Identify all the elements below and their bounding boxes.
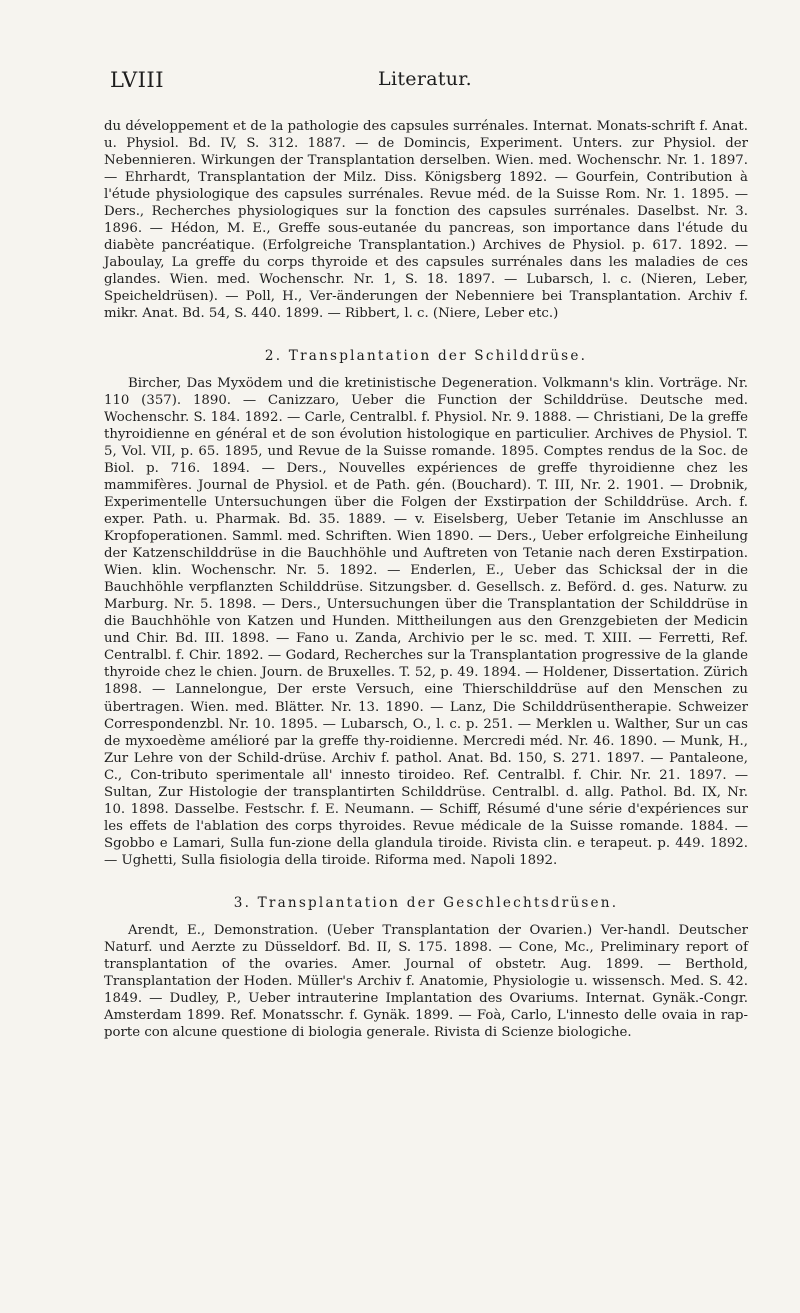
bibliography-text [104,118,748,1041]
section-title-thyroid: 2. Transplantation der Schilddrüse. [264,348,588,365]
intro-paragraph: du développement et de la pathologie des capsules surrénales. Internat. Monats-schrift f. Anat. u. Physiol. Bd. IV, S. 312. 1887. — de Domincis, Experiment. Unters. zur Physiol. der Nebennieren. Wirkungen der Transplantation derselben. Wien. med. Wochenschr. Nr. 1. 1897. — Ehrhardt, Transplantation der Milz. Diss. Königsberg 1892. — Gourfein, Contribution à l'étude physiologique des capsules surrénales. Revue méd. de la Suisse Rom. Nr. 1. 1895. — Ders., Recherches physiologiques sur la fonction des capsules surrénales. Daselbst. Nr. 3. 1896. — Hédon, M. E., Greffe sous-eutanée du pancreas, son importance dans l'étude du diabète pancréatique. (Erfolgreiche Transplantation.) Archives de Physiol. p. 617. 1892. — Jaboulay, La greffe du corps thyroide et des capsules surrénales dans les maladies de ces glandes. Wien. med. Wochenschr. Nr. 1, S. 18. 1897. — Lubarsch, l. c. (Nieren, Leber, Speicheldrüsen). — Poll, H., Ver-änderungen der Nebenniere bei Transplantation. Archiv f. mikr. Anat. Bd. 54, S. 440. 1899. — Ribbert, l. c. (Niere, Leber etc.) [104,119,748,322]
section-title-gonads: 3. Transplantation der Geschlechtsdrüsen. [233,894,619,911]
section-text-thyroid: Bircher, Das Myxödem und die kretinistische Degeneration. Volkmann's klin. Vorträge. Nr. 110 (357). 1890. — Canizzaro, Ueber die Function der Schilddrüse. Deutsche med. Wochenschr. S. 184. 1892. — Carle, Centralbl. f. Physiol. Nr. 9. 1888. — Christiani, De la greffe thyroidienne en général et de son évolution histologique en particulier. Archives de Physiol. T. 5, Vol. VII, p. 65. 1895, und Revue de la Suisse romande. 1895. Comptes rendus de la Soc. de Biol. p. 716. 1894. — Ders., Nouvelles expériences de greffe thyroidienne chez les mammifères. Journal de Physiol. et de Path. gén. (Bouchard). T. III, Nr. 2. 1901. — Drobnik, Experimentelle Untersuchungen über die Folgen der Exstirpation der Schilddrüse. Arch. f. exper. Path. u. Pharmak. Bd. 35. 1889. — v. Eiselsberg, Ueber Tetanie im Anschlusse an Kropfoperationen. Samml. med. Schriften. Wien 1890. — Ders., Ueber erfolgreiche Einheilung der Katzenschilddrüse in die Bauchhöhle und Auftreten von Tetanie nach deren Exstirpation. Wien. klin. Wochenschr. Nr. 5. 1892. — Enderlen, E., Ueber das Schicksal der in die Bauchhöhle verpflanzten Schilddrüse. Sitzungsber. d. Gesellsch. z. Beförd. d. ges. Naturw. zu Marburg. Nr. 5. 1898. — Ders., Untersuchungen über die Transplantation der Schilddrüse in die Bauchhöhle von Katzen und Hunden. Mittheilungen aus den Grenzgebieten der Medicin und Chir. Bd. III. 1898. — Fano u. Zanda, Archivio per le sc. med. T. XIII. — Ferretti, Ref. Centralbl. f. Chir. 1892. — Godard, Recherches sur la Transplantation progressive de la glande thyroide chez le chien. Journ. de Bruxelles. T. 52, p. 49. 1894. — Holdener, Dissertation. Zürich 1898. — Lannelongue, Der erste Versuch, eine Thierschilddrüse auf den Menschen zu übertragen. Wien. med. Blätter. Nr. 13. 1890. — Lanz, Die Schilddrüsentherapie. Schweizer Correspondenzbl. Nr. 10. 1895. — Lubarsch, O., l. c. p. 251. — Merklen u. Walther, Sur un cas de myxoedème amélioré par la greffe thy-roidienne. Mercredi méd. Nr. 46. 1890. — Munk, H., Zur Lehre von der Schild-drüse. Archiv f. pathol. Anat. Bd. 150, S. 271. 1897. — Pantaleone, C., Con-tributo sperimentale all' innesto tiroideo. Ref. Centralbl. f. Chir. Nr. 21. 1897. — Sultan, Zur Histologie der transplantirten Schilddrüse. Centralbl. d. allg. Pathol. Bd. IX, Nr. 10. 1898. Dasselbe. Festschr. f. E. Neumann. — Schiff, Résumé d'une série d'expériences sur les effets de l'ablation des corps thyroides. Revue médicale de la Suisse romande. 1884. — Sgobbo e Lamari, Sulla fun-zione della glandula tiroide. Rivista clin. e terapeut. p. 449. 1892. — Ughetti, Sulla fisiologia della tiroide. Riforma med. Napoli 1892. [104,376,748,868]
section-text-gonads: Arendt, E., Demonstration. (Ueber Transplantation der Ovarien.) Ver-handl. Deutscher Naturf. und Aerzte zu Düsseldorf. Bd. II, S. 175. 1898. — Cone, Mc., Preliminary report of transplantation of the ovaries. Amer. Journal of obstetr. Aug. 1899. — Berthold, Transplantation der Hoden. Müller's Archiv f. Anatomie, Physiologie u. wissensch. Med. S. 42. 1849. — Dudley, P., Ueber intrauterine Implantation des Ovariums. Internat. Gynäk.-Congr. Amsterdam 1899. Ref. Monatsschr. f. Gynäk. 1899. — Foà, Carlo, L'innesto delle ovaia in rap-porte con alcune questione di biologia generale. Rivista di Scienze biologiche. [104,922,748,1040]
page-number: LVIII [110,68,165,92]
running-title: Literatur. [378,68,472,90]
page-header [110,68,740,98]
